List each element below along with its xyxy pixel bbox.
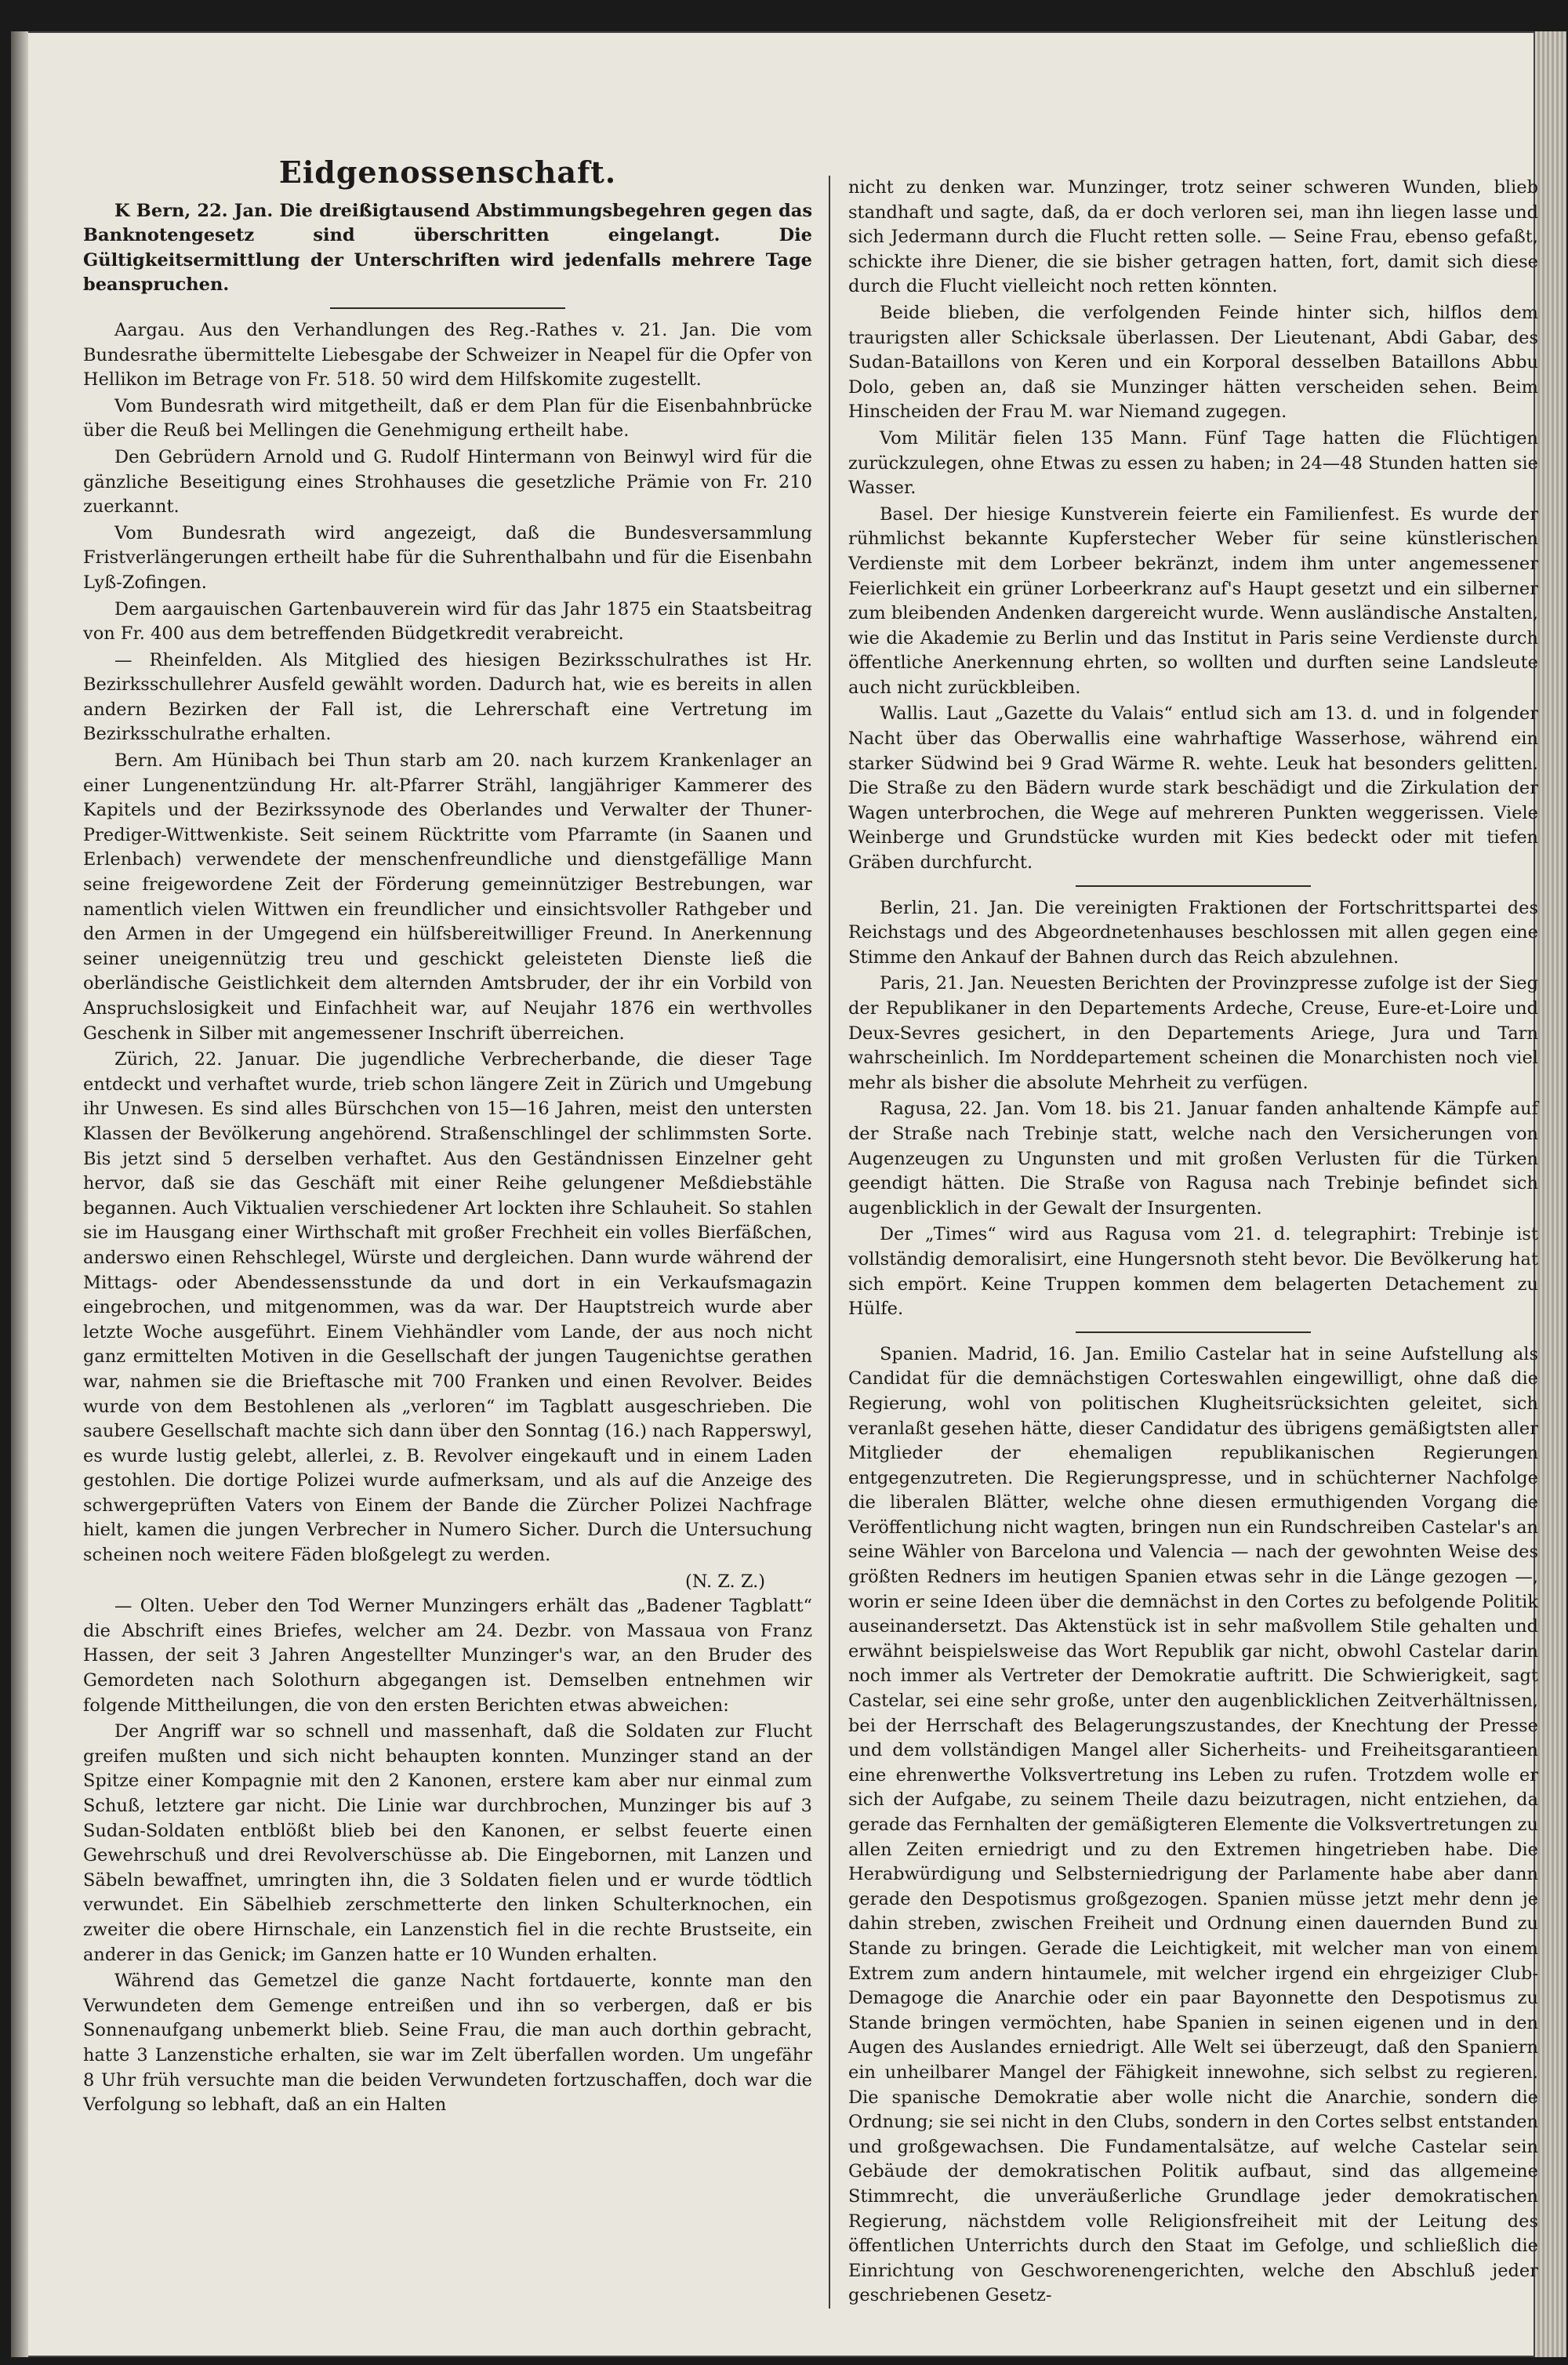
section-title: Eidgenossenschaft. (278, 154, 617, 190)
article-bern-straehl: Bern. Am Hünibach bei Thun starb am 20. nach kurzem Krankenlager an einer Lungenentzündung Hr. alt-Pfarrer Strähl, langjähriger Kammerer des Kapitels und der Bezirkssynode des Oberlandes und Verwalter der Thuner-Prediger-Wittwenkiste. Seit seinem Rücktritte vom Pfarramte (in Saanen und Erlenbach) verwendete der menschenfreundliche und dienstgefällige Mann seine freigewordene Zeit der Förderung gemeinnütziger Bestrebungen, war namentlich vielen Wittwen ein freundlicher und einsichtsvoller Rathgeber und den Armen in der Umgegend ein hülfsbereitwilliger Freund. In Anerkennung seiner uneigennützig treu und geschickt geleisteten Dienste ließ die oberländische Geistlichkeit dem alternden Amtsbruder, der ihr ein Vorbild von Anspruchslosigkeit und Einfachheit war, auf Neujahr 1876 ein werthvolles Geschenk in Silber mit angemessener Inschrift überreichen. (83, 750, 812, 1044)
separator-rule (1076, 885, 1311, 887)
article-olten: — Olten. Ueber den Tod Werner Munzingers erhält das „Badener Tagblatt“ die Abschrift eines Briefes, welcher am 24. Dezbr. von Massaua von Franz Hassen, der seit 3 Jahren Angestellter Munzinger's war, an den Bruder des Gemordeten nach Solothurn abgegangen ist. Demselben entnehmen wir folgende Mittheilungen, die von den ersten Berichten etwas abweichen: (83, 1596, 812, 1716)
right-column (848, 176, 1538, 2310)
article-olten-gemetzel: Während das Gemetzel die ganze Nacht fortdauerte, konnte man den Verwundeten dem Gemenge entreißen und ihn so verbergen, daß er bis Sonnenaufgang unbemerkt blieb. Seine Frau, die man auch dorthin gebracht, hatte 3 Lanzenstiche erhalten, sie war im Zelt überfallen worden. Um ungefähr 8 Uhr früh versuchte man die beiden Verwundeten fortzuschaffen, doch war die Verfolgung so lebhaft, daß an ein Halten (83, 1971, 812, 2116)
separator-rule (1076, 1331, 1311, 1333)
article-bern-banknoten: K Bern, 22. Jan. Die dreißigtausend Abstimmungsbegehren gegen das Banknotengesetz sind überschritten eingelangt. Die Gültigkeitsermittlung der Unterschriften wird jedenfalls mehrere Tage beanspruchen. (83, 200, 812, 296)
separator-rule (330, 307, 565, 309)
article-basel: Basel. Der hiesige Kunstverein feierte ein Familienfest. Es wurde der rühmlichst bekannte Kupferstecher Weber für seine künstlerischen Verdienste mit dem Lorbeer bekränzt, indem ihm unter angemessener Feierlichkeit ein grüner Lorbeerkranz auf's Haupt gesetzt und ein silberner zum bleibenden Andenken dargereicht wurde. Wenn ausländische Anstalten, wie die Akademie zu Berlin und das Institut in Paris seine Verdienste durch öffentliche Anerkennung ehrten, so wollten und durften seine Landsleute auch nicht zurückbleiben. (848, 503, 1538, 698)
article-olten-schicksal: Beide blieben, die verfolgenden Feinde hinter sich, hilflos dem traurigsten aller Schicksale überlassen. Der Lieutenant, Abdi Gabar, des Sudan-Bataillons von Keren und ein Korporal desselben Bataillons Abbu Dolo, geben an, daß sie Munzinger hätten verscheiden sehen. Beim Hinscheiden der Frau M. war Niemand zugegen. (848, 302, 1538, 423)
column-divider (829, 176, 830, 2309)
article-times-ragusa: Der „Times“ wird aus Ragusa vom 21. d. telegraphirt: Trebinje ist vollständig demoralisirt, eine Hungersnoth steht bevor. Die Bevölkerung hat sich empört. Keine Truppen kommen dem belagerten Detachement zu Hülfe. (848, 1224, 1538, 1320)
article-aargau-praemie: Den Gebrüdern Arnold und G. Rudolf Hintermann von Beinwyl wird für die gänzliche Beseitigung eines Strohhauses die gesetzliche Prämie von Fr. 210 zuerkannt. (83, 446, 812, 518)
binding-spine (11, 31, 28, 2357)
article-paris: Paris, 21. Jan. Neuesten Berichten der Provinzpresse zufolge ist der Sieg der Republikaner in den Departements Ardeche, Creuse, Eure-et-Loire und Deux-Sevres gesichert, in den Departements Ariege, Jura und Tarn wahrscheinlich. Im Norddepartement scheinen die Monarchisten noch viel mehr als bisher die absolute Mehrheit zu verfügen. (848, 973, 1538, 1093)
article-berlin: Berlin, 21. Jan. Die vereinigten Fraktionen der Fortschrittspartei des Reichstags und des Abgeordnetenhauses beschlossen mit allen gegen eine Stimme den Ankauf der Bahnen durch das Reich abzulehnen. (848, 897, 1538, 968)
page-edges (1535, 31, 1566, 2357)
article-olten-angriff: Der Angriff war so schnell und massenhaft, daß die Soldaten zur Flucht greifen mußten und sich nicht behaupten konnten. Munzinger stand an der Spitze einer Kompagnie mit den 2 Kanonen, erstere kam aber nur einmal zum Schuß, letztere gar nicht. Die Linie war durchbrochen, Munzinger bis auf 3 Sudan-Soldaten entblößt blieb bei den Kanonen, er selbst feuerte einen Gewehrschuß und drei Revolverschüsse ab. Die Eingebornen, mit Lanzen und Säbeln bewaffnet, umringten ihn, die 3 Soldaten fielen und er wurde tödtlich verwundet. Ein Säbelhieb zerschmetterte den linken Schulterknochen, ein zweiter die obere Hirnschale, ein Lanzenstich fiel in die rechte Brustseite, ein anderer in das Genick; im Ganzen hatte er 10 Wunden erhalten. (83, 1721, 812, 1965)
article-aargau-frist: Vom Bundesrath wird angezeigt, daß die Bundesversammlung Fristverlängerungen ertheilt habe für die Suhrenthalbahn und für die Eisenbahn Lyß-Zofingen. (83, 522, 812, 593)
article-aargau: Aargau. Aus den Verhandlungen des Reg.-Rathes v. 21. Jan. Die vom Bundesrathe übermittelte Liebesgabe der Schweizer in Neapel für die Opfer von Hellikon im Betrage von Fr. 518. 50 wird dem Hilfskomite zugestellt. (83, 319, 812, 391)
left-column (83, 125, 812, 2120)
article-olten-continued: nicht zu denken war. Munzinger, trotz seiner schweren Wunden, blieb standhaft und sagte, daß, da er doch verloren sei, man ihn liegen lasse und sich Jedermann durch die Flucht retten solle. — Seine Frau, ebenso gefaßt, schickte ihre Diener, die sie bisher getragen hatten, fort, damit sich diese durch die Flucht vielleicht noch retten könnten. (848, 177, 1538, 297)
article-aargau-bruecke: Vom Bundesrath wird mitgetheilt, daß er dem Plan für die Eisenbahnbrücke über die Reuß bei Mellingen die Genehmigung ertheilt habe. (83, 395, 812, 441)
article-olten-verluste: Vom Militär fielen 135 Mann. Fünf Tage hatten die Flüchtigen zurückzulegen, ohne Etwas zu essen zu haben; in 24—48 Stunden hatten sie Wasser. (848, 427, 1538, 499)
article-zuerich: Zürich, 22. Januar. Die jugendliche Verbrecherbande, die dieser Tage entdeckt und verhaftet wurde, trieb schon längere Zeit in Zürich und Umgebung ihr Unwesen. Es sind alles Bürschchen von 15—16 Jahren, meist den untersten Klassen der Bevölkerung angehörend. Straßenschlingel der schlimmsten Sorte. Bis jetzt sind 5 derselben verhaftet. Aus den Geständnissen Einzelner geht hervor, daß sie das Geschäft mit einer Reihe gelungener Meßdiebstähle begannen. Auch Viktualien verschiedener Art lockten ihre Schlauheit. So stahlen sie im Hausgang einer Wirthschaft mit großer Frechheit ein volles Bierfäßchen, anderswo einen Rehschlegel, Würste und dergleichen. Dann wurde während der Mittags- oder Abendessensstunde da und dort in ein Verkaufsmagazin eingebrochen, und mitgenommen, was da war. Der Hauptstreich wurde aber letzte Woche ausgeführt. Einem Viehhändler vom Lande, der aus noch nicht ganz ermittelten Motiven in die Gesellschaft der jungen Taugenichtse gerathen war, nahmen sie die Brieftasche mit 700 Franken und einen Revolver. Beides wurde von dem Bestohlenen als „verloren“ im Tagblatt ausgeschrieben. Die saubere Gesellschaft machte sich dann über den Sonntag (16.) nach Rapperswyl, es wurde lustig gelebt, allerlei, z. B. Revolver eingekauft und in einem Laden gestohlen. Die dortige Polizei wurde aufmerksam, und als auf die Anzeige des schwergeprüften Vaters von Einem der Bande die Zürcher Polizei Nachfrage hielt, kamen die jungen Verbrecher in Numero Sicher. Durch die Untersuchung scheinen noch weitere Fäden bloßgelegt zu werden. (83, 1049, 812, 1566)
article-ragusa: Ragusa, 22. Jan. Vom 18. bis 21. Januar fanden anhaltende Kämpfe auf der Straße nach Trebinje statt, welche nach den Versicherungen von Augenzeugen zu Ungunsten und mit großen Verlusten für die Türken geendigt hätten. Die Straße von Ragusa nach Trebinje befindet sich augenblicklich in der Gewalt der Insurgenten. (848, 1099, 1538, 1219)
article-aargau-gartenbau: Dem aargauischen Gartenbauverein wird für das Jahr 1875 ein Staatsbeitrag von Fr. 400 aus dem betreffenden Büdgetkredit verabreicht. (83, 598, 812, 645)
article-spanien: Spanien. Madrid, 16. Jan. Emilio Castelar hat in seine Aufstellung als Candidat für die demnächstigen Corteswahlen eingewilligt, ohne daß die Regierung, wohl von politischen Klugheitsrücksichten geleitet, sich veranlaßt gesehen hätte, dieser Candidatur des übrigens gemäßigtsten aller Mitglieder der ehemaligen republikanischen Regierungen entgegenzutreten. Die Regierungspresse, und in schüchterner Nachfolge die liberalen Blätter, welche ohne diesen ermuthigenden Vorgang die Veröffentlichung nicht wagten, bringen nun ein Rundschreiben Castelar's an seine Wähler von Barcelona und Valencia — nach der gewohnten Weise des größten Redners im heutigen Spanien etwas sehr in die Länge gezogen —, worin er seine Ideen über die demnächst in den Cortes zu befolgende Politik auseinandersetzt. Das Aktenstück ist in sehr maßvollem Stile gehalten und erwähnt beispielsweise das Wort Republik gar nicht, obwohl Castelar darin noch immer als Vertreter der Demokratie auftritt. Die Schwierigkeit, sagt Castelar, sei eine sehr große, unter den augenblicklichen Zeitverhältnissen, bei der Herrschaft des Belagerungszustandes, der Knechtung der Presse und dem vollständigen Mangel aller Sicherheits- und Freiheitsgarantieen eine ehrenwerthe Volksvertretung ins Leben zu rufen. Trotzdem wolle er sich der Aufgabe, zu seinem Theile dazu beizutragen, nicht entziehen, da gerade das Fernhalten der gemäßigteren Elemente die Volksvertretungen zu allen Zeiten erniedrigt und zu den Extremen hingetrieben habe. Die Herabwürdigung und Selbsterniedrigung der Parlamente habe aber dann gerade den Despotismus großgezogen. Spanien müsse jetzt mehr denn je dahin streben, zwischen Freiheit und Ordnung einen dauernden Bund zu Stande zu bringen. Gerade die Leichtigkeit, mit welcher man von einem Extrem zum andern hintaumele, mit welcher irgend ein ehrgeiziger Club-Demagoge die Anarchie oder ein paar Bayonnette den Despotismus zu Stande bringen vermöchten, habe Spanien in seinen eigenen und in den Augen des Auslandes erniedrigt. Alle Welt sei überzeugt, daß den Spaniern ein unheilbarer Mangel der Fähigkeit innewohne, sich selbst zu regieren. Die spanische Demokratie aber wolle nicht die Anarchie, sondern die Ordnung; sie sei nicht in den Clubs, sondern in den Cortes selbst entstanden und großgewachsen. Die Fundamentalsätze, auf welche Castelar sein Gebäude der demokratischen Politik aufbaut, sind das allgemeine Stimmrecht, die unveräußerliche Grundlage jeder demokratischen Regierung, nächstdem volle Religionsfreiheit mit der Leitung des öffentlichen Unterrichts durch den Staat im Gefolge, und schließlich die Einrichtung von Geschworenengerichten, welche den Abschluß jeder geschriebenen Gesetz- (848, 1343, 1538, 2306)
article-zuerich-source: (N. Z. Z.) (684, 1571, 765, 1592)
article-rheinfelden: — Rheinfelden. Als Mitglied des hiesigen Bezirksschulrathes ist Hr. Bezirksschullehrer Ausfeld gewählt worden. Dadurch hat, wie es bereits in allen andern Bezirken der Fall ist, die Lehrerschaft eine Vertretung im Bezirksschulrathe erhalten. (83, 649, 812, 745)
article-wallis: Wallis. Laut „Gazette du Valais“ entlud sich am 13. d. und in folgender Nacht über das Oberwallis eine wahrhaftige Wasserhose, während ein starker Südwind bei 9 Grad Wärme R. wehte. Leuk hat besonders gelitten. Die Straße zu den Bädern wurde stark beschädigt und die Zirkulation der Wagen unterbrochen, die Wege auf mehreren Punkten weggerissen. Viele Weinberge und Grundstücke wurden mit Kies bedeckt oder mit tiefen Gräben durchfurcht. (848, 703, 1538, 874)
